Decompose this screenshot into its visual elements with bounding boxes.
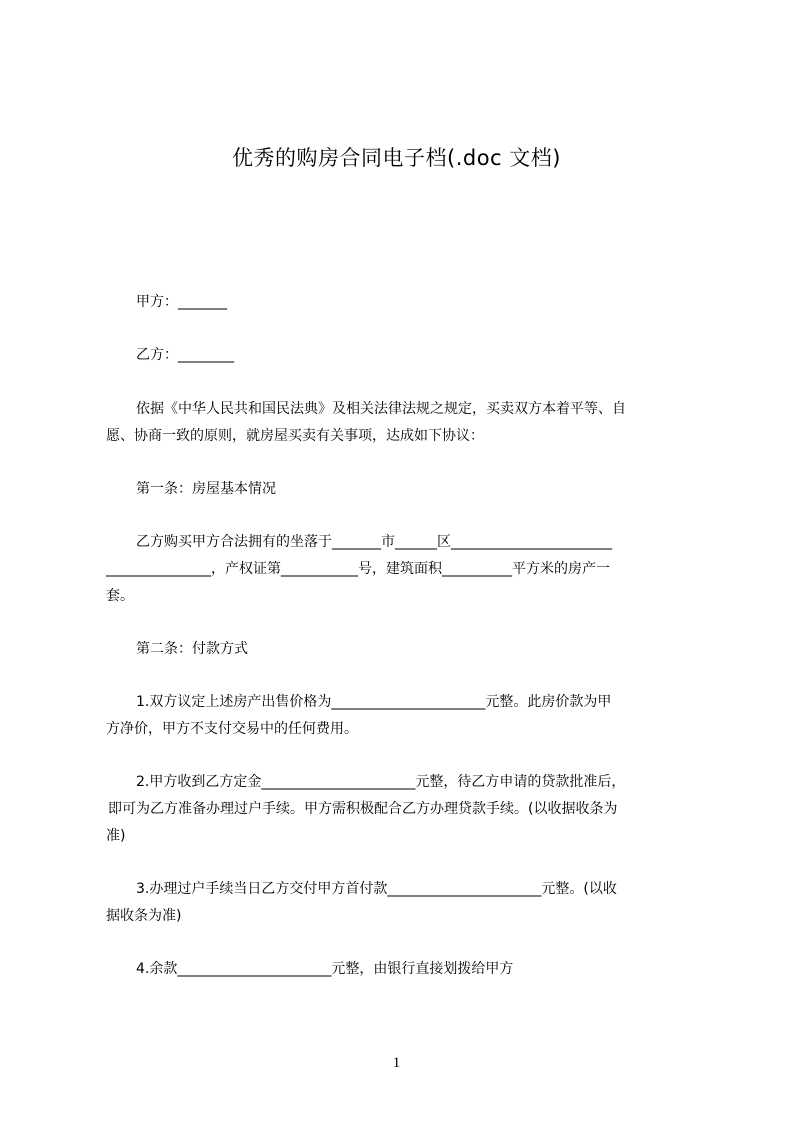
clause3-line-1: 3.办理过户手续当日乙方交付甲方首付款______________________元整。(以收 <box>136 881 617 897</box>
document-title: 优秀的购房合同电子档(.doc 文档) <box>232 146 561 170</box>
article1-line-1: 乙方购买甲方合法拥有的坐落于_______市______区_______________________ <box>136 534 612 550</box>
page-number: 1 <box>392 1055 401 1071</box>
article1-line-2: _______________，产权证第___________号，建筑面积__________平方米的房产一 <box>106 561 610 577</box>
party-a-line: 甲方：_______ <box>136 294 227 310</box>
intro-line-2: 愿、协商一致的原则，就房屋买卖有关事项，达成如下协议： <box>106 428 484 444</box>
article1-heading: 第一条：房屋基本情况 <box>136 481 276 497</box>
clause4-line-1: 4.余款______________________元整，由银行直接划拨给甲方 <box>136 961 514 977</box>
party-b-line: 乙方：________ <box>136 347 234 363</box>
article2-heading: 第二条：付款方式 <box>136 641 248 657</box>
clause2-line-2: 即可为乙方准备办理过户手续。甲方需积极配合乙方办理贷款手续。(以收据收条为 <box>108 801 618 817</box>
clause2-line-1: 2.甲方收到乙方定金______________________元整，待乙方申请的贷款批准后， <box>136 774 626 790</box>
clause1-line-2: 方净价，甲方不支付交易中的任何费用。 <box>106 721 358 737</box>
article1-line-3: 套。 <box>106 588 134 604</box>
clause3-line-2: 据收条为准) <box>106 908 182 924</box>
clause2-line-3: 准) <box>106 828 126 844</box>
intro-line-1: 依据《中华人民共和国民法典》及相关法律法规之规定，买卖双方本着平等、自 <box>136 401 626 417</box>
clause1-line-1: 1.双方议定上述房产出售价格为______________________元整。此房价款为甲 <box>136 694 612 710</box>
